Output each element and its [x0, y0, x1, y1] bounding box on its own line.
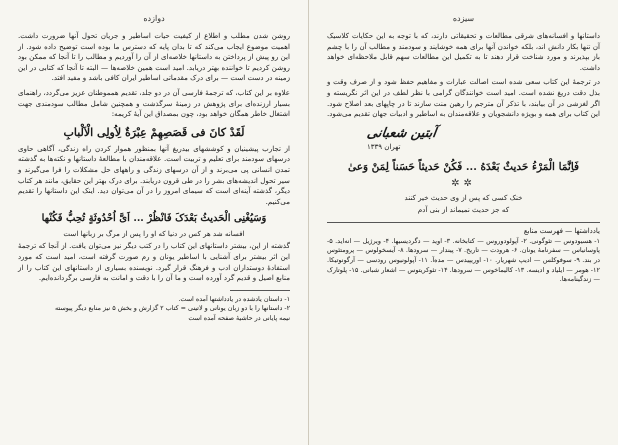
sources-list-title: یادداشتها — فهرست منابع [523, 226, 600, 235]
ornament-stars: ✲✲ [451, 177, 476, 189]
right-verse-translation-1: خنک کسی که پس از وی حدیث خیر کنند [404, 192, 523, 202]
left-paragraph-2: علاوه بر این کتاب، که ترجمهٔ فارسی آن در دو جلد، تقدیم همموطنان عزیز می‌گردد، راهنمای بسیار ارزنده‌ای برای پژوهش در زمینهٔ سرگذشت و همچنین شامل مطالب سودمندی جهت اشتغال خاطر همگان خواهد بود، چون بمصداق این آیهٔ کریمه: [18, 87, 290, 119]
translator-signature: آبتین شعبانی [365, 125, 438, 141]
sources-list-text: ۱- هسیودوس — تئوگونی. ۲- آپولودوروس — کتابخانه. ۳- اوید — دگردیسیها. ۴- ویرژیل — انه‌اید. ۵- پاوسانیاس — سفرنامهٔ یونان. ۶- هرودت — تاریخ. ۷- پیندار — سرودها. ۸- آیسخولوس — پرومتئوس در بند. ۹- سوفوکلس — ادیپ شهریار. ۱۰- اوریپیدس — مده‌آ. ۱۱- آپولونیوس رودسی — آرگونوتیکا. ۱۲- هومر — ایلیاد و ادیسه. ۱۳- کالیماخوس — سرودها. ۱۴- تئوکریتوس — اشعار شبانی. ۱۵- پلوتارک — زندگینامه‌ها. [327, 236, 601, 284]
left-verse-2: وَسَیُغْنِی الْحَدیثُ بَعْدَکَ فَانْظُرْ ... اَیَّ اُحْدُوثَةٍ تُحِبُّ فَکُنْها [41, 213, 267, 225]
left-running-head: دوازده [143, 14, 165, 23]
sources-list [327, 237, 600, 285]
footnote-3: نیمه پایانی در حاشیهٔ صفحه آمده است [188, 313, 290, 322]
left-verse-1: لَقَدْ کانَ فی قَصَصِهِمْ عِبْرَةٌ لِاُولِی الْاَلْبابِ [63, 125, 245, 139]
left-paragraph-4: گذشته از این، بیشتر داستانهای این کتاب را در کتب دیگر نیز می‌توان یافت. از آنجا که ترجمهٔ این اثر بیشتر برای آشنایی با اساطیر یونان و رم صورت گرفته است، امید است که مورد استفادهٔ دوستداران ادب و فرهنگ قرار گیرد. نویسنده بسیاری از داستانهای این کتاب را از منابع اصیل و قدیم گرد آورده است و ما آن را با دقت و امانت به فارسی برگردانده‌ایم. [18, 241, 290, 283]
footnote-1: ۱- داستان یادشده در یادداشتها آمده است. [178, 294, 290, 303]
right-running-head: سیزده [452, 14, 475, 23]
footnote-2: ۲- داستانها را با دو زبان یونانی و لاتینی = کتاب ۲ گزارش و بخش ۵ نیز منابع دیگر پیوسته [54, 304, 290, 313]
right-paragraph-1: داستانها و افسانه‌های شرقی مطالعات و تحقیقاتی دارند، که با توجه به این حکایات کلاسیک آن تنها بکار دانش اند، بلکه خواندن آنها برای همه خوشایند و سودمند و مطالب آن را با چشم باز بپذیرند و مورد شناخت قرار دهند تا به تکمیل این مطالعات سهم قابل ملاحظه‌ای خواهد داشت. [327, 31, 600, 72]
right-verse-translation-2: که جز حدیث نمیماند از بنی آدم [417, 204, 510, 214]
left-paragraph-3: از تجارب پیشینیان و کوششهای بیدریغ آنها بمنظور هموار کردن راه زندگی، آگاهی حاوی درسهای سودمند برای تعلیم و تربیت است. علاقه‌مندان با مطالعهٔ داستانها و نکته‌ها به گذشته تمدن انسانی پی می‌برند و از آن درسهای زندگی و راههای حل مشکلات را فرا می‌گیرند و سیر تحول اندیشه‌های بشر را در طی قرون دریابند. برای درک بهتر این حقایق، مانند هر کتاب دیگر، گذشته آینه‌ای است که سیمای امروز را در آن می‌توان دید. اینک این داستانها را تقدیم می‌کنیم. [18, 143, 290, 206]
left-footnotes [18, 295, 290, 324]
right-paragraph-2: در ترجمهٔ این کتاب سعی شده است اصالت عبارات و مفاهیم حفظ شود و از صرف وقت و بذل دقت دریغ نشده است. امید است خوانندگان گرامی با نظر لطف در این اثر نگریسته و اگر لغزشی در آن بیابند، با تذکر آن مترجم را رهین منت سازند تا در چاپهای بعد اصلاح شود. این کتاب برای همه و بویژه دانشجویان و علاقه‌مندان به اساطیر و ادبیات جهان تقدیم می‌شود. [326, 77, 600, 119]
right-verse: فَاِنَّمَا الْمَرْءُ حَدیثٌ بَعْدَهُ ... فَکُنْ حَدیثاً حَسَناً لِمَنْ وَعیٰ [347, 160, 580, 173]
signature-block [327, 126, 600, 155]
right-page [309, 0, 618, 445]
list-rule [327, 222, 600, 223]
footnote-rule [230, 290, 290, 291]
left-verse-2-translation: افسانه شد هر کس در دنیا که او را پس از مرگ بر زبانها است [63, 229, 245, 239]
left-paragraph-1: روشن شدن مطلب و اطلاع از کیفیت حیات اساطیر و جریان تحول آنها ضرورت داشت. اهمیت موضوع ایجاب می‌کند که تا بدان پایه که دسترس ما بوده است توضیح داده شود. از این رو پیش از پرداختن به داستانها خلاصه‌ای از آن را آوردیم و مطالب را تا آنجا که ممکن بود روشن کردیم تا خواننده بهتر دریابد. امید است همین خلاصه‌ها — البته تا آنجا که کتابی در این زمینه در دست است — برای درک مقدماتی اساطیر ایران کافی باشد و مفید افتد. [18, 31, 290, 83]
signature-date: تهران ۱۳۳۹ [367, 142, 401, 151]
